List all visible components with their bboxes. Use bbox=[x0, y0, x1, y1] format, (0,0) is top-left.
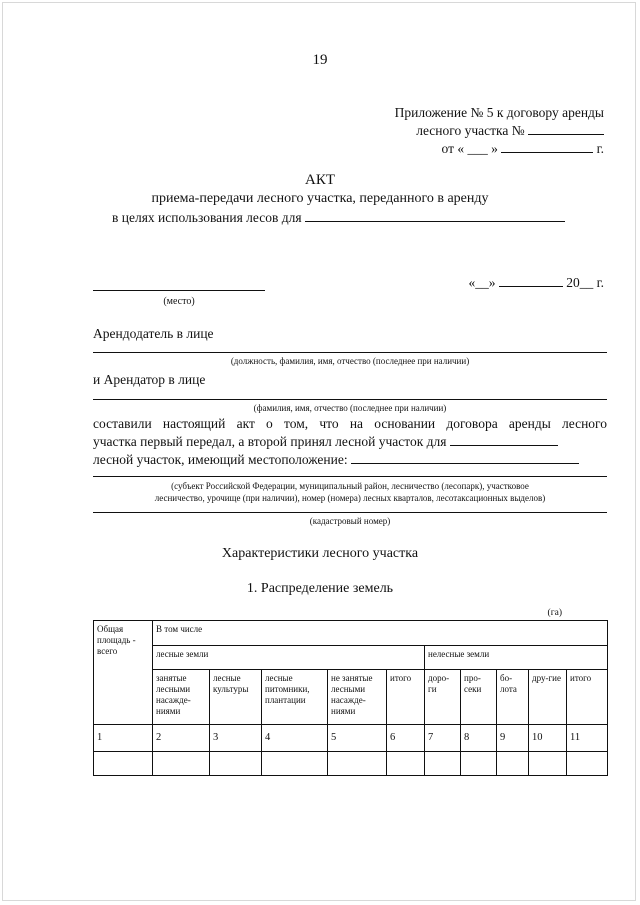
act-date bbox=[468, 275, 604, 291]
body-line-2-text: участка первый передал, а второй принял лесной участок для bbox=[93, 434, 447, 449]
column-header: лесные культуры bbox=[210, 670, 262, 725]
column-header: доро-ги bbox=[425, 670, 461, 725]
data-cell[interactable] bbox=[497, 752, 529, 776]
data-cell[interactable] bbox=[567, 752, 608, 776]
column-number: 3 bbox=[210, 725, 262, 752]
column-header: итого bbox=[387, 670, 425, 725]
cadastral-caption: (кадастровый номер) bbox=[309, 516, 391, 526]
location-caption-line-2: лесничество, урочище (при наличии), номер (номера) лесных кварталов, лесотаксационных выделов) bbox=[154, 493, 546, 503]
column-header: лесные питомники, плантации bbox=[262, 670, 328, 725]
data-cell[interactable] bbox=[387, 752, 425, 776]
act-date-month-field[interactable] bbox=[499, 276, 563, 287]
data-cell[interactable] bbox=[153, 752, 210, 776]
column-number: 4 bbox=[262, 725, 328, 752]
lessee-field[interactable] bbox=[93, 399, 607, 400]
body-line-3-text: лесной участок, имеющий местоположение: bbox=[93, 452, 348, 467]
location-caption-line-1: (субъект Российской Федерации, муниципальный район, лесничество (лесопарк), участковое bbox=[171, 481, 529, 491]
data-cell[interactable] bbox=[461, 752, 497, 776]
place-caption: (место) bbox=[163, 296, 195, 307]
purpose-field[interactable] bbox=[305, 211, 565, 222]
column-number: 5 bbox=[328, 725, 387, 752]
act-purpose bbox=[112, 210, 565, 226]
body-line-3 bbox=[93, 452, 607, 468]
column-number: 9 bbox=[497, 725, 529, 752]
column-number: 8 bbox=[461, 725, 497, 752]
act-subtitle: приема-передачи лесного участка, переданного в аренду bbox=[151, 191, 489, 206]
header-including: В том числе bbox=[153, 621, 608, 646]
cadastral-field[interactable] bbox=[93, 512, 607, 513]
act-title: АКТ bbox=[305, 172, 335, 188]
usage-type-field[interactable] bbox=[450, 435, 558, 446]
column-number: 7 bbox=[425, 725, 461, 752]
column-number: 11 bbox=[567, 725, 608, 752]
column-number: 6 bbox=[387, 725, 425, 752]
appendix-line-3 bbox=[442, 140, 605, 158]
header-nonforest-lands: нелесные земли bbox=[425, 646, 608, 670]
place-field[interactable] bbox=[93, 290, 265, 291]
column-header: про-секи bbox=[461, 670, 497, 725]
act-date-year: 20__ г. bbox=[566, 275, 604, 290]
appendix-line-1: Приложение № 5 к договору аренды bbox=[394, 105, 604, 120]
column-header: не занятые лесными насажде-ниями bbox=[328, 670, 387, 725]
column-header: занятые лесными насажде-ниями bbox=[153, 670, 210, 725]
lessor-label: Арендодатель в лице bbox=[93, 326, 214, 341]
column-number: 2 bbox=[153, 725, 210, 752]
act-date-day: «__» bbox=[468, 275, 496, 290]
act-purpose-label: в целях использования лесов для bbox=[112, 210, 302, 225]
data-cell[interactable] bbox=[529, 752, 567, 776]
contract-number-field[interactable] bbox=[528, 124, 604, 135]
body-line-1: составили настоящий акт о том, что на основании договора аренды лесного bbox=[93, 416, 607, 431]
data-cell[interactable] bbox=[210, 752, 262, 776]
appendix-date-year: г. bbox=[596, 141, 604, 156]
unit-label: (га) bbox=[547, 608, 562, 618]
lessee-label: и Арендатор в лице bbox=[93, 372, 206, 387]
column-number: 1 bbox=[94, 725, 153, 752]
land-distribution-table bbox=[93, 620, 608, 776]
section-title: Характеристики лесного участка bbox=[221, 546, 419, 561]
column-header: итого bbox=[567, 670, 608, 725]
column-header: бо-лота bbox=[497, 670, 529, 725]
body-line-2 bbox=[93, 434, 607, 450]
lessor-field[interactable] bbox=[93, 352, 607, 353]
location-line[interactable] bbox=[93, 476, 607, 477]
data-cell[interactable] bbox=[94, 752, 153, 776]
appendix-line-2 bbox=[416, 122, 604, 140]
appendix-contract-label: лесного участка № bbox=[416, 123, 525, 138]
header-forest-lands: лесные земли bbox=[153, 646, 425, 670]
header-total-area: Общая площадь - всего bbox=[94, 621, 153, 725]
data-cell[interactable] bbox=[262, 752, 328, 776]
contract-date-field[interactable] bbox=[501, 142, 593, 153]
location-caption bbox=[93, 480, 607, 504]
table-title: 1. Распределение земель bbox=[246, 581, 394, 596]
column-header: дру-гие bbox=[529, 670, 567, 725]
column-number: 10 bbox=[529, 725, 567, 752]
data-cell[interactable] bbox=[328, 752, 387, 776]
location-field[interactable] bbox=[351, 453, 579, 464]
data-cell[interactable] bbox=[425, 752, 461, 776]
page-number: 19 bbox=[312, 52, 328, 68]
lessee-caption: (фамилия, имя, отчество (последнее при наличии) bbox=[253, 403, 447, 413]
lessor-caption: (должность, фамилия, имя, отчество (последнее при наличии) bbox=[230, 356, 470, 366]
appendix-date-day: от « ___ » bbox=[441, 141, 498, 156]
